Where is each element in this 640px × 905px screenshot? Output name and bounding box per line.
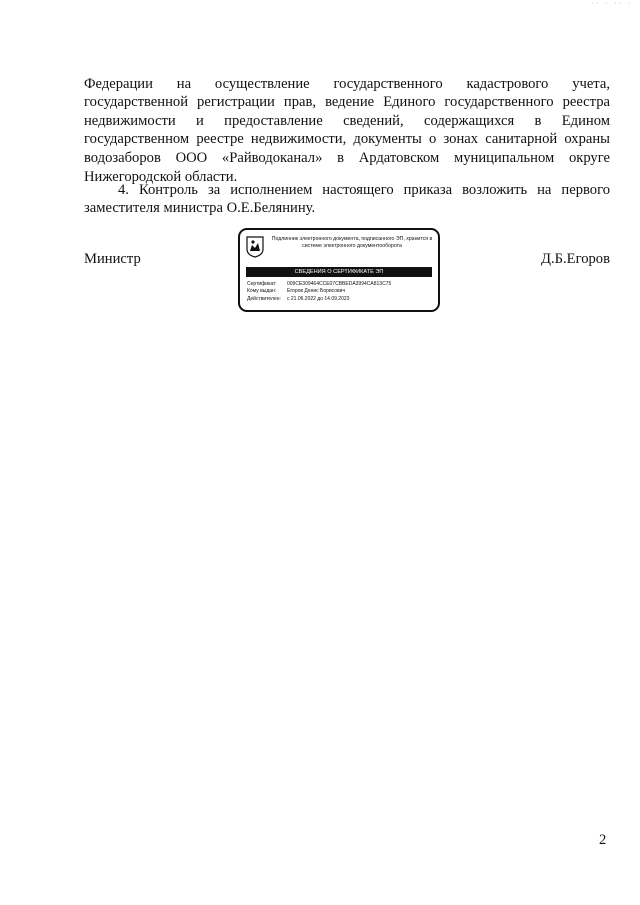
certificate-value: 009CE309464CCE07CBBEDA3994CA813C75 xyxy=(287,281,392,287)
issued-to-label: Кому выдан: xyxy=(247,288,277,295)
stamp-note: Подлинник электронного документа, подписанного ЭП, хранится в системе электронного документооборота xyxy=(271,236,433,249)
validity-value: с 21.06.2022 до 14.09.2023 xyxy=(287,295,350,302)
issued-to-line xyxy=(247,288,391,295)
scan-artifact: ·· · ·· · xyxy=(590,0,632,7)
validity-line xyxy=(247,296,391,303)
electronic-signature-stamp xyxy=(238,228,440,312)
page-number: 2 xyxy=(599,832,607,848)
signatory-name: Д.Б.Егоров xyxy=(541,251,610,267)
validity-label: Действителен: xyxy=(247,295,281,302)
coat-of-arms-icon xyxy=(246,236,264,258)
paragraph-item-4: 4. Контроль за исполнением настоящего приказа возложить на первого заместителя министра О.Е.Белянину. xyxy=(84,181,610,217)
stamp-header: СВЕДЕНИЯ О СЕРТИФИКАТЕ ЭП xyxy=(246,267,432,277)
signatory-position: Министр xyxy=(84,251,141,267)
paragraph-continuation: Федерации на осуществление государственного кадастрового учета, государственной регистрации прав, ведение Единого государственного реестра недвижимости и предоставление сведений, содержащихся в Едином государственном реестре недвижимости, документы о зонах санитарной охраны водозаборов ООО «Райводоканал» в Ардатовском муниципальном округе Нижегородской области. xyxy=(84,75,610,185)
stamp-details xyxy=(247,281,391,303)
issued-to-value: Егоров Денис Борисович xyxy=(287,288,346,295)
certificate-line xyxy=(247,281,391,288)
certificate-label: Сертификат: xyxy=(247,281,277,287)
